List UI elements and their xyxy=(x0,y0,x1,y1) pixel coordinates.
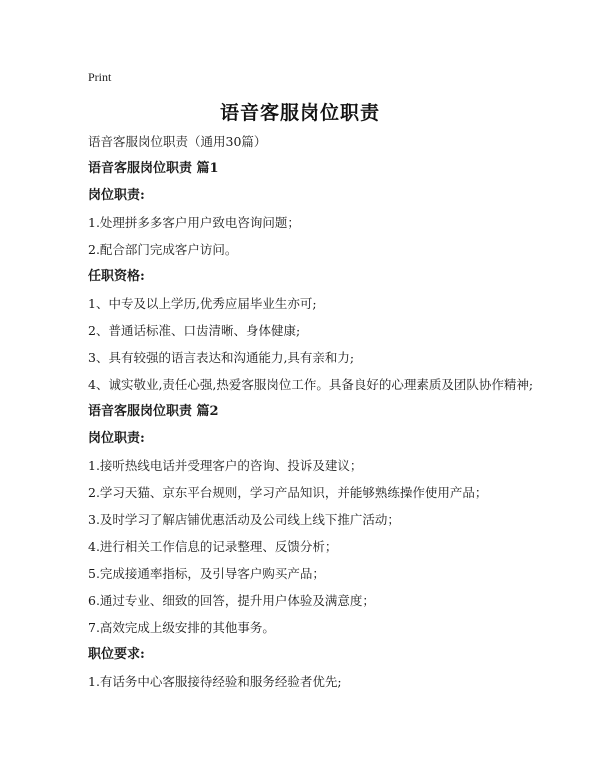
paragraph-line: 1、中专及以上学历,优秀应届毕业生亦可; xyxy=(88,296,317,311)
paragraph-line: 5.完成接通率指标，及引导客户购买产品； xyxy=(88,566,325,581)
paragraph-line: 4、诚实敬业,责任心强,热爱客服岗位工作。具备良好的心理素质及团队协作精神; xyxy=(88,377,534,392)
paragraph-line: 3.及时学习了解店铺优惠活动及公司线上线下推广活动； xyxy=(88,512,400,527)
paragraph-line: 1.有话务中心客服接待经验和服务经验者优先; xyxy=(88,674,342,689)
print-link[interactable]: Print xyxy=(88,70,112,84)
paragraph-line: 1.接听热线电话并受理客户的咨询、投诉及建议； xyxy=(88,458,363,473)
section-heading: 岗位职责: xyxy=(88,188,145,203)
document-body xyxy=(88,133,558,700)
paragraph-line: 6.通过专业、细致的回答，提升用户体验及满意度； xyxy=(88,593,375,608)
section-heading: 语音客服岗位职责 篇1 xyxy=(88,161,219,176)
section-heading: 语音客服岗位职责 篇2 xyxy=(88,404,219,419)
section-heading: 岗位职责: xyxy=(88,431,145,446)
section-heading: 职位要求: xyxy=(88,647,145,662)
paragraph-line: 2.学习天猫、京东平台规则，学习产品知识，并能够熟练操作使用产品； xyxy=(88,485,488,500)
page-title: 语音客服岗位职责 xyxy=(219,102,380,124)
section-heading: 任职资格: xyxy=(88,269,145,284)
paragraph-line: 3、具有较强的语言表达和沟通能力,具有亲和力; xyxy=(88,350,355,365)
paragraph-line: 1.处理拼多多客户用户致电咨询问题； xyxy=(88,215,300,230)
paragraph-line: 7.高效完成上级安排的其他事务。 xyxy=(88,620,275,635)
paragraph-line: 2.配合部门完成客户访问。 xyxy=(88,242,238,257)
paragraph-line: 4.进行相关工作信息的记录整理、反馈分析； xyxy=(88,539,338,554)
paragraph-line: 2、普通话标准、口齿清晰、身体健康; xyxy=(88,323,301,338)
paragraph-line: 语音客服岗位职责（通用30篇） xyxy=(88,134,267,149)
